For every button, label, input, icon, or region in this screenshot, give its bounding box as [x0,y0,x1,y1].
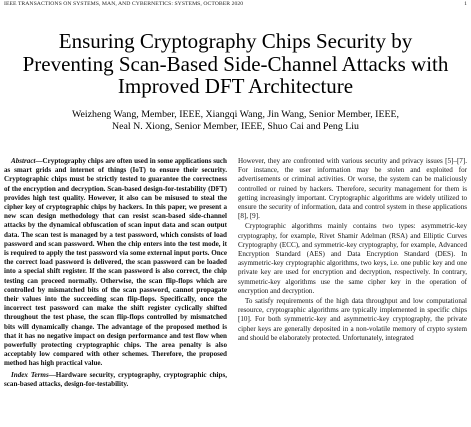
body-paragraph: However, they are confronted with various security and privacy issues [5]–[7]. For instance, the user information may be stolen and exploited for advertisements or criminal activities. Or worse, the system can be maliciously controlled or ruined by hackers. Therefore, security management for them is getting increasingly important. Cryptographic algorithms are widely utilized to ensure the security of information, data and control system in these applications [8], [9]. [238,157,467,221]
index-terms: Index Terms—Hardware security, cryptography, cryptographic chips, scan-based attacks, design-for-testability. [4,370,227,388]
body-paragraph: Cryptographic algorithms mainly contains two types: asymmetric-key cryptography, for example, Rivet Shamir Adelman (RSA) and Elliptic Curves Cryptography (ECC), and symmetric-key cryptography, for example, Advanced Encryption Standard (AES) and Data Encryption Standard (DES). In asymmetric-key cryptographic algorithms, two keys, i.e. one public key and one private key are used for encryption and decryption, respectively. In contrary, symmetric-key algorithms use the same cipher key in the operation of encryption and decryption. [238,222,467,295]
index-terms-label: Index Terms [11,370,49,379]
author-line: Weizheng Wang, Member, IEEE, Xiangqi Wang, Jin Wang, Senior Member, IEEE, [71,109,400,120]
page-number: 1 [464,1,467,7]
title-line: Ensuring Cryptography Chips Security by [58,29,413,53]
left-column [4,157,227,389]
abstract: Abstract—Cryptography chips are often used in some applications such as smart grids and internet of things (IoT) to ensure their security. Cryptographic chips must be strictly tested to guarantee the correctness of the encryption and decryption. Scan-based design-for-testability (DFT) provides high test quality. However, it also can be misused to steal the cipher key of cryptographic chips by hackers. In this paper, we present a new scan design methodology that can resist scan-based side-channel attacks by the dynamical obfuscation of scan input data and scan output data. The scan test is managed by a test password, which consists of load password and scan password. When the chip enters into the test mode, it is required to apply the test password via some external input ports. Once the correct load password is delivered, the scan password can be loaded into a special shift register. If the scan password is also correct, the chip testing can proceed normally. Otherwise, the scan flip-flops which are controlled by mismatched bits of the scan password, cannot propagate their values into the succeeding scan flip-flops. Specifically, once the incorrect test password can make the shift register cyclically shifted throughout the test phase, the scan flip-flops controlled by mismatched bits will dynamically change. The advantage of the proposed method is that it has no negative impact on design performance and test flow when powerfully protecting cryptographic chips. The area penalty is also acceptably low compared with other schemes. Therefore, the proposed method has high practical value. [4,157,227,368]
running-header: IEEE TRANSACTIONS ON SYSTEMS, MAN, AND CYBERNETICS: SYSTEMS, OCTOBER 2020 [4,1,244,7]
abstract-label: Abstract [11,157,36,165]
author-line: Neal N. Xiong, Senior Member, IEEE, Shuo Cai and Peng Liu [112,121,359,133]
right-column [238,157,467,343]
abstract-text: Cryptography chips are often used in some applications such as smart grids and internet of things (IoT) to ensure their security. Cryptographic chips must be strictly tested to guarantee the correctness of the encryption and decryption. Scan-based design-for-testability (DFT) provides high test quality. However, it also can be misused to steal the cipher key of cryptographic chips by hackers. In this paper, we present a new scan design methodology that can resist scan-based side-channel attacks by the dynamical obfuscation of scan input data and scan output data. The scan test is managed by a test password, which consists of load password and scan password. When the chip enters into the test mode, it is required to apply the test password via some external input ports. Once the correct load password is delivered, the scan password can be loaded into a special shift register. If the scan password is also correct, the chip testing can proceed normally. Otherwise, the scan flip-flops which are controlled by mismatched bits of the scan password, cannot propagate their values into the succeeding scan flip-flops. Specifically, once the incorrect test password can make the shift register cyclically shifted throughout the test phase, the scan flip-flops controlled by mismatched bits will dynamically change. The advantage of the proposed method is that it has no negative impact on design performance and test flow when powerfully protecting cryptographic chips. The area penalty is also acceptably low compared with other schemes. Therefore, the proposed method has high practical value. [4,157,227,368]
index-terms-text: Hardware security, cryptography, cryptographic chips, scan-based attacks, design-for-testability. [4,370,227,388]
body-paragraph: To satisfy requirements of the high data throughput and low computational resource, cryptographic algorithms are typically implemented in specific chips [10]. For both symmetric-key and asymmetric-key cryptography, the private cipher keys are generally deposited in a non-volatile memory of crypto system and should be elaborately protected. Unfortunately, integrated [238,297,467,342]
author-list [0,109,471,134]
paper-title [0,30,471,98]
title-line: Improved DFT Architecture [117,74,354,99]
title-line: Preventing Scan-Based Side-Channel Attacks with [22,51,449,76]
